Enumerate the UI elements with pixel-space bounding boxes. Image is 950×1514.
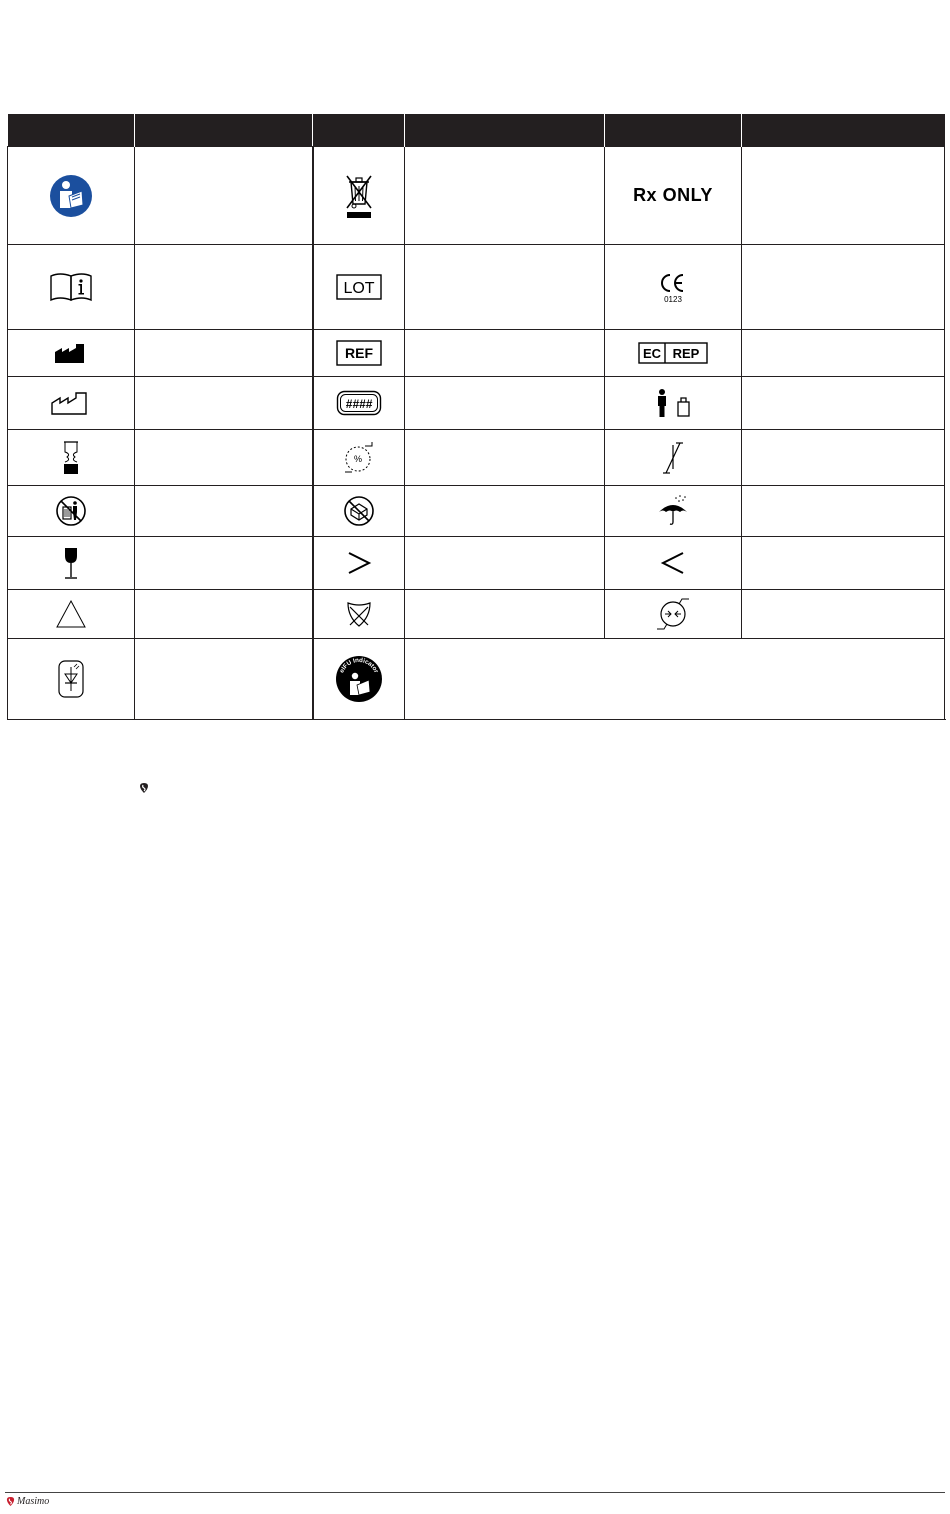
description-cell: [135, 377, 313, 430]
temperature-limitation-icon: [661, 441, 685, 475]
footer-rule: [5, 1492, 945, 1493]
consult-instructions-blue-icon: [49, 174, 93, 218]
humidity-limitation-icon: [342, 441, 376, 475]
description-cell: [135, 330, 313, 377]
description-cell: [135, 639, 313, 720]
masimo-logo-icon: [6, 1496, 15, 1507]
fragile-glass-icon: [61, 546, 81, 580]
greater-than-icon: [346, 550, 372, 576]
caution-triangle-icon: [55, 599, 87, 629]
description-cell: [405, 330, 605, 377]
description-cell: [405, 590, 605, 639]
description-cell: [742, 147, 945, 245]
symbol-cell: [313, 430, 405, 486]
table-row: [8, 486, 945, 537]
symbol-cell: [8, 245, 135, 330]
quantity-text: ####: [345, 397, 373, 411]
description-cell: [742, 245, 945, 330]
symbol-cell: [8, 486, 135, 537]
symbol-cell: [605, 430, 742, 486]
notified-body-number: 0123: [664, 295, 682, 304]
header-cell-description-1: [135, 114, 313, 147]
description-cell: [742, 330, 945, 377]
symbol-cell: [313, 147, 405, 245]
symbol-cell: [605, 486, 742, 537]
description-cell: [742, 430, 945, 486]
rep-text: REP: [672, 346, 700, 361]
manufacturer-icon: [54, 342, 88, 364]
symbol-cell: [313, 245, 405, 330]
description-cell: [135, 537, 313, 590]
symbol-cell: [605, 537, 742, 590]
table-row: [8, 590, 945, 639]
table-row: [8, 639, 945, 720]
footer-logo: [6, 1496, 49, 1507]
description-cell: [742, 486, 945, 537]
description-cell: [742, 377, 945, 430]
use-by-hourglass-icon: [61, 440, 81, 476]
header-cell-description-2: [405, 114, 605, 147]
ec-rep-icon: [638, 342, 708, 364]
symbol-cell: [313, 377, 405, 430]
table-row: [8, 147, 945, 245]
less-than-icon: [660, 550, 686, 576]
symbol-cell: [8, 430, 135, 486]
symbol-cell: [313, 639, 405, 720]
lot-code-text: LOT: [343, 280, 375, 297]
date-of-manufacture-icon: [51, 391, 91, 415]
symbol-cell: [8, 639, 135, 720]
ref-catalog-number-icon: [336, 340, 382, 366]
description-cell: [135, 430, 313, 486]
description-cell: [405, 377, 605, 430]
symbol-cell: [8, 330, 135, 377]
symbols-table: [7, 114, 945, 720]
description-cell: [135, 245, 313, 330]
table-row: [8, 245, 945, 330]
description-cell: [405, 486, 605, 537]
keep-dry-umbrella-icon: [656, 494, 690, 528]
symbol-cell: [8, 590, 135, 639]
symbol-cell: [605, 330, 742, 377]
table-row: [8, 430, 945, 486]
description-cell: [135, 590, 313, 639]
description-cell: [405, 147, 605, 245]
symbol-cell: [313, 537, 405, 590]
header-cell-description-3: [742, 114, 945, 147]
description-cell: [405, 245, 605, 330]
symbol-cell: [605, 590, 742, 639]
ec-text: EC: [642, 346, 662, 361]
header-cell-symbol-3: [605, 114, 742, 147]
symbol-cell: [313, 486, 405, 537]
atmospheric-pressure-icon: [655, 597, 691, 631]
symbol-cell: [8, 377, 135, 430]
symbol-cell: [605, 147, 742, 245]
table-row: [8, 330, 945, 377]
description-cell: [742, 537, 945, 590]
masimo-logo-text: Masimo: [17, 1496, 50, 1507]
header-cell-symbol-1: [8, 114, 135, 147]
ce-mark-icon: [653, 270, 693, 304]
lot-code-icon: [336, 274, 382, 300]
symbol-cell: [605, 245, 742, 330]
header-cell-symbol-2: [313, 114, 405, 147]
symbol-cell: [8, 537, 135, 590]
eifu-indicator-text: eIFU Indicator: [338, 656, 380, 675]
description-cell: [405, 537, 605, 590]
table-row: [8, 377, 945, 430]
symbol-cell: [8, 147, 135, 245]
table-row: [8, 537, 945, 590]
not-made-with-latex-icon: [344, 599, 374, 629]
quantity-icon: [336, 390, 382, 416]
description-cell: [135, 486, 313, 537]
weee-crossed-bin-icon: [343, 172, 375, 220]
symbol-cell: [313, 330, 405, 377]
symbol-cell: [313, 590, 405, 639]
rx-only-icon: Rx ONLY: [633, 185, 713, 205]
ref-text: REF: [344, 345, 373, 361]
empty-merged-cell: [405, 639, 945, 720]
masimo-inline-logo-icon: [139, 782, 149, 794]
symbol-cell: [605, 377, 742, 430]
no-household-waste-icon: [55, 495, 87, 527]
description-cell: [405, 430, 605, 486]
table-header-row: [8, 114, 945, 147]
description-cell: [742, 590, 945, 639]
light-emitting-diode-icon: [57, 659, 85, 699]
patient-weight-icon: [653, 388, 693, 418]
instructions-info-book-icon: [49, 272, 93, 302]
description-cell: [135, 147, 313, 245]
humidity-percent-text: %: [353, 453, 362, 464]
eifu-indicator-icon: [335, 655, 383, 703]
do-not-use-damaged-package-icon: [343, 495, 375, 527]
